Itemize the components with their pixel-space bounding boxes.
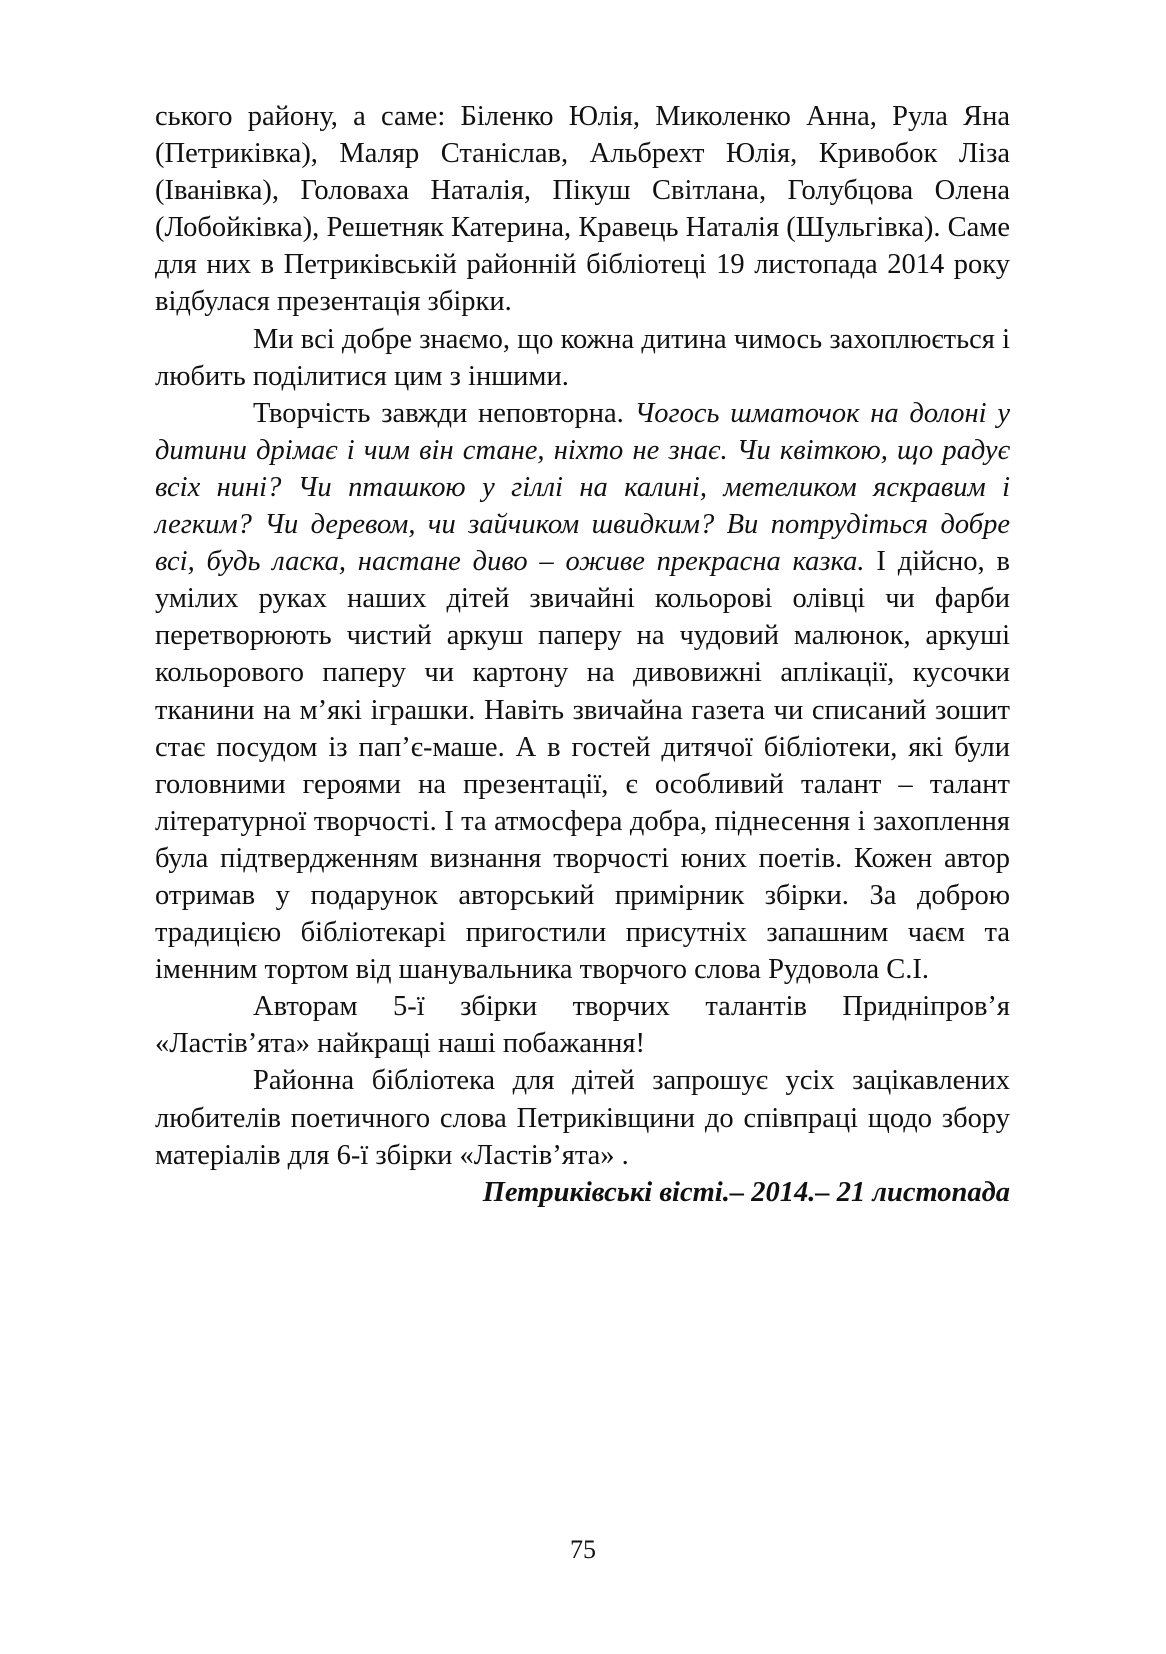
paragraph-creativity-lead: Творчість завжди неповторна. — [253, 397, 635, 429]
paragraph-children-interests: Ми всі добре знаємо, що кожна дитина чимось захоплюється і любить поділитися цим з іншими. — [155, 323, 1010, 392]
paragraph-creativity — [155, 395, 1010, 989]
paragraph-creativity-rest: І дійсно, в умілих руках наших дітей звичайні кольорові олівці чи фарби перетворюють чистий аркуш паперу на чудовий малюнок, аркуші кольорового паперу чи картону на дивовижні аплікації, кусочки тканини на м’які іграшки. Навіть звичайна газета чи списаний зошит стає посудом із пап’є-маше. А в гостей дитячої бібліотеки, які були головними героями на презентації, є особливий талант – талант літературної творчості. І та атмосфера добра, піднесення і захоплення була підтвердженням визнання творчості юних поетів. Кожен автор отримав у подарунок авторський примірник збірки. За доброю традицією бібліотекарі пригостили присутніх запашним чаєм та іменним тортом від шанувальника творчого слова Рудовола С.І. — [155, 546, 1010, 986]
page-number: 75 — [570, 1535, 596, 1564]
article-body — [155, 98, 1010, 1211]
paragraph-participants: ського району, а саме: Біленко Юлія, Миколенко Анна, Рула Яна (Петриківка), Маляр Станіслав, Альбрехт Юлія, Кривобок Ліза (Іванівка), Головаха Наталія, Пікуш Світлана, Голубцова Олена (Лобойківка), Решетняк Катерина, Кравець Наталія (Шульгівка). Саме для них в Петриківській районній бібліотеці 19 листопада 2014 року відбулася презентація збірки. — [155, 101, 1010, 318]
paragraph-invitation: Районна бібліотека для дітей запрошує усіх зацікавлених любителів поетичного слова Петриківщини до співпраці щодо збору матеріалів для 6-ї збірки «Ластів’ята» . — [155, 1065, 1010, 1171]
poem-quote: Чогось шматочок на долоні у дитини дрімає і чим він стане, ніхто не знає. Чи квіткою, що радує всіх нині? Чи пташкою у гіллі на калині, метеликом яскравим і легким? Чи деревом, чи зайчиком швидким? Ви потрудіться добре всі, будь ласка, настане диво – оживе прекрасна казка. — [155, 397, 1010, 578]
paragraph-wishes: Авторам 5-ї збірки творчих талантів Придніпров’я «Ластів’ята» найкращі наші побажання! — [155, 991, 1010, 1060]
article-source: Петриківські вісті.– 2014.– 21 листопада — [482, 1176, 1010, 1208]
